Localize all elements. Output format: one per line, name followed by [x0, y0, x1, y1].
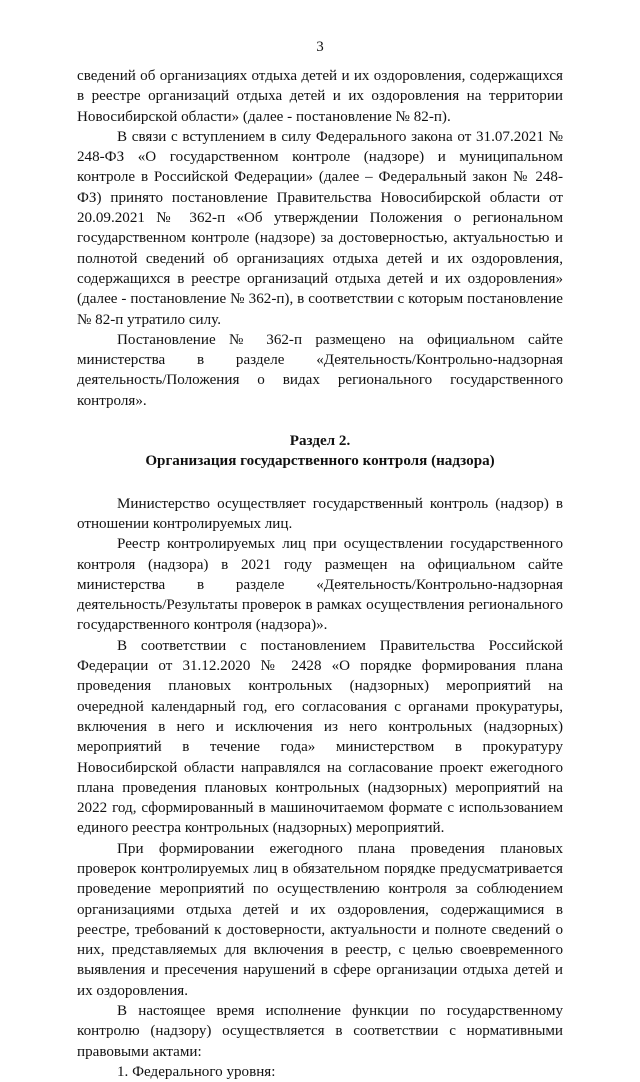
- section-number: Раздел 2.: [289, 433, 351, 450]
- paragraph-registry: Реестр контролируемых лиц при осуществлении государственного контроля (надзора) в 2021 году размещен на официальном сайте министерства в разделе «Деятельность/Контрольно-надзорная деятельность/Результаты проверок в рамках осуществления регионального государственного контроля (надзора)».: [77, 536, 563, 634]
- spacer: [77, 411, 563, 431]
- section-title: Организация государственного контроля (надзора): [145, 453, 495, 470]
- paragraph-annual-plan: При формировании ежегодного плана проведения плановых проверок контролируемых лиц в обязательном порядке предусматривается проведение мероприятий по осуществлению контроля за соблюдением организациями отдыха детей и их оздоровления, содержащимися в реестре, требований к достоверности, актуальности и полноте сведений о них, представляемых для включения в реестр, с целью своевременного выявления и пресечения нарушений в сфере организации отдыха детей и их оздоровления.: [77, 840, 563, 999]
- document-body: [77, 66, 563, 1082]
- spacer: [77, 472, 563, 494]
- paragraph-government-decree: В соответствии с постановлением Правительства Российской Федерации от 31.12.2020 № 2428 «О порядке формирования плана проведения плановых контрольных (надзорных) мероприятий на очередной календарный год, его согласования с органами прокуратуры, включения в него и исключения из него контрольных (надзорных) мероприятий в течение года» министерством в прокуратуру Новосибирской области направлялся на согласование проект ежегодного плана проведения плановых контрольных (надзорных) мероприятий на 2022 год, сформированный в машиночитаемом формате с использованием единого реестра контрольных (надзорных) мероприятий.: [77, 637, 563, 837]
- paragraph-publication: Постановление № 362-п размещено на официальном сайте министерства в разделе «Деятельность/Контрольно-надзорная деятельность/Положения о видах регионального государственного контроля».: [77, 331, 563, 409]
- paragraph-federal-level: 1. Федерального уровня:: [117, 1063, 276, 1080]
- paragraph-federal-law: В связи с вступлением в силу Федерального закона от 31.07.2021 № 248-ФЗ «О государственном контроле (надзоре) и муниципальном контроле в Российской Федерации» (далее – Федеральный закон № 248-ФЗ) принято постановление Правительства Новосибирской области от 20.09.2021 № 362-п «Об утверждении Положения о региональном государственном контроле (надзоре) за достоверностью, актуальностью и полнотой сведений об организациях отдыха детей и их оздоровления, содержащихся в реестре организаций отдыха детей и их оздоровления» (далее - постановление № 362-п), в соответствии с которым постановление № 82-п утратило силу.: [77, 128, 563, 328]
- paragraph-current-regulation: В настоящее время исполнение функции по государственному контролю (надзору) осуществляется в соответствии с нормативными правовыми актами:: [77, 1003, 563, 1060]
- page-number: 3: [316, 39, 324, 55]
- paragraph-ministry-control: Министерство осуществляет государственный контроль (надзор) в отношении контролируемых лиц.: [77, 495, 563, 532]
- paragraph-continuation: сведений об организациях отдыха детей и их оздоровления, содержащихся в реестре организаций отдыха детей и их оздоровления на территории Новосибирской области» (далее - постановление № 82-п).: [77, 68, 563, 125]
